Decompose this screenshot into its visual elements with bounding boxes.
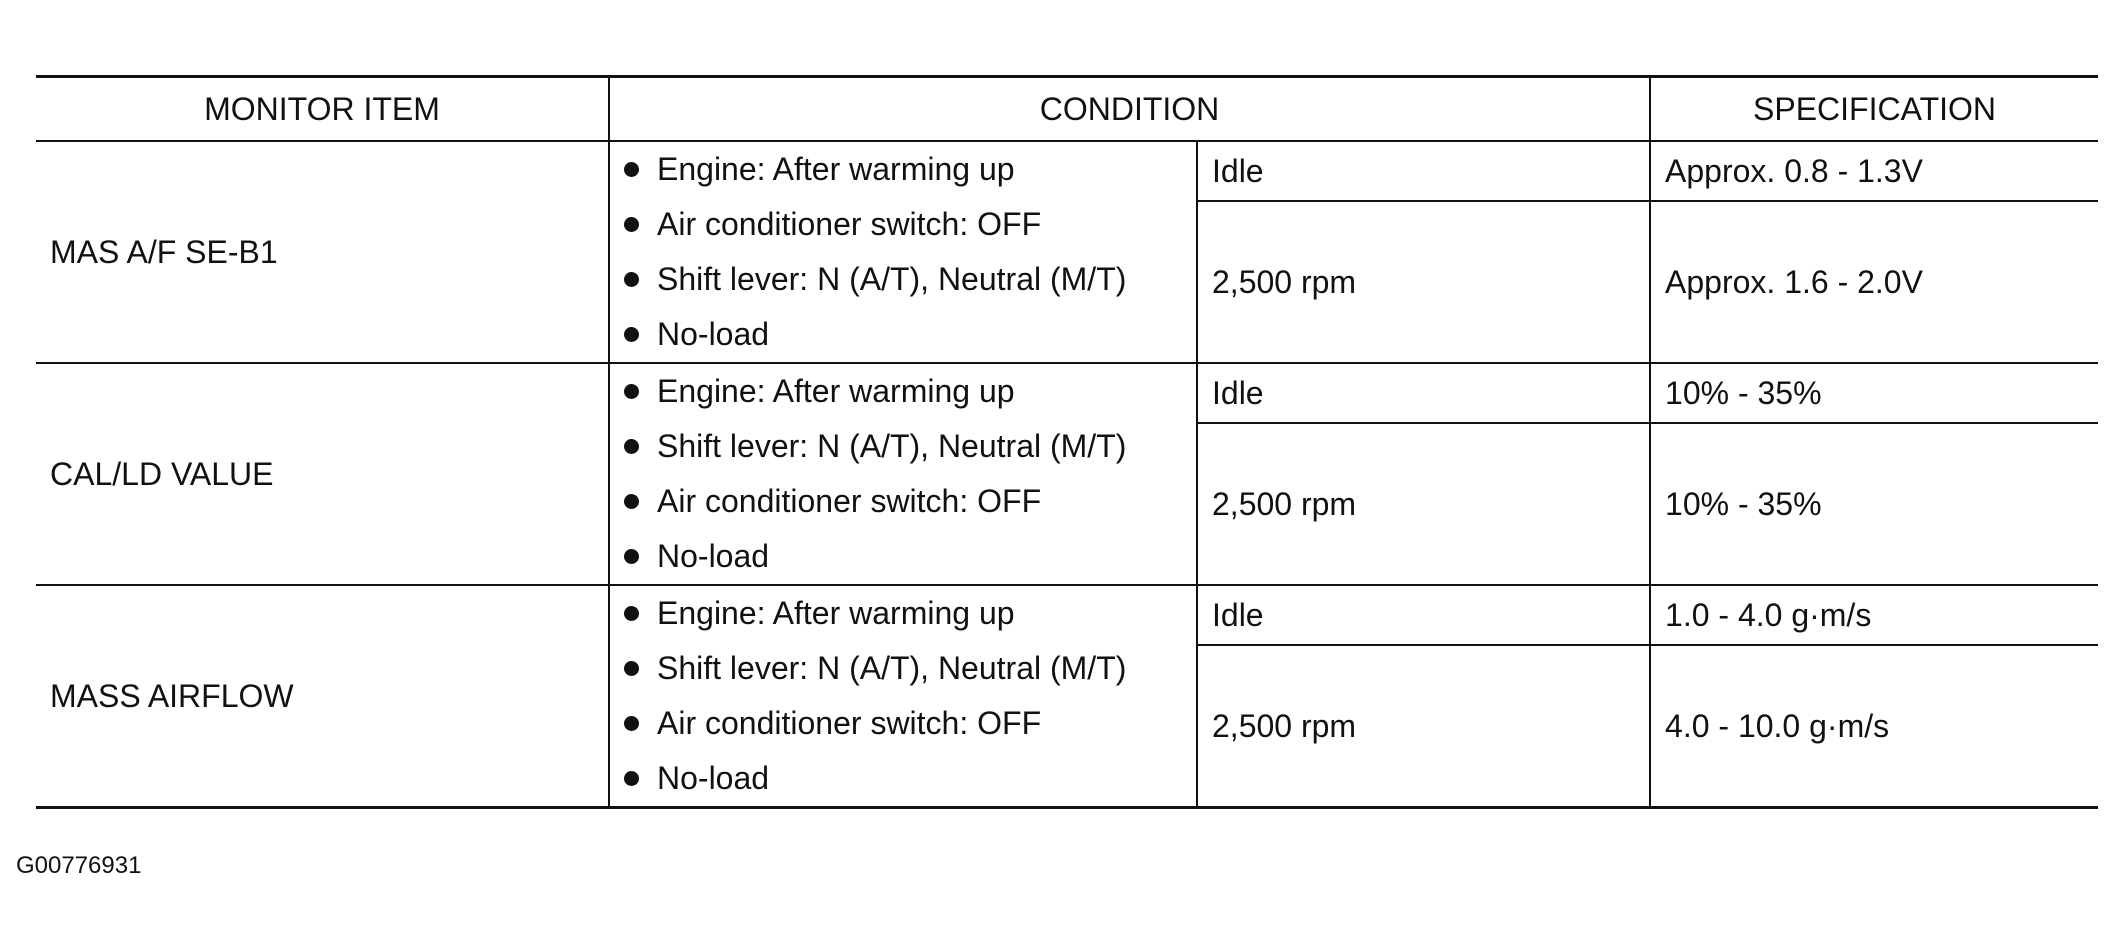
condition-list [624,364,1196,584]
list-item: Shift lever: N (A/T), Neutral (M/T) [624,641,1196,696]
list-item: No-load [624,529,1196,584]
list-item: No-load [624,307,1196,362]
table-header-row [36,77,2098,142]
bullet-icon [624,217,639,232]
list-item: Engine: After warming up [624,364,1196,419]
header-monitor-item: MONITOR ITEM [36,77,609,142]
specification-cell: 1.0 - 4.0 g·m/s [1650,585,2098,645]
table-row [36,141,2098,201]
engine-state-cell: 2,500 rpm [1197,201,1650,363]
bullet-icon [624,272,639,287]
bullet-icon [624,549,639,564]
bullet-icon [624,327,639,342]
condition-cell [609,363,1197,585]
monitor-item-cell: CAL/LD VALUE [36,363,609,585]
list-item: Engine: After warming up [624,586,1196,641]
bullet-icon [624,661,639,676]
list-item: Engine: After warming up [624,142,1196,197]
table-row [36,585,2098,645]
figure-id: G00776931 [16,852,142,879]
list-item: No-load [624,751,1196,806]
header-specification: SPECIFICATION [1650,77,2098,142]
header-condition: CONDITION [609,77,1650,142]
list-item: Shift lever: N (A/T), Neutral (M/T) [624,419,1196,474]
monitor-item-cell: MASS AIRFLOW [36,585,609,808]
engine-state-cell: Idle [1197,363,1650,423]
bullet-icon [624,439,639,454]
engine-state-cell: Idle [1197,585,1650,645]
specification-cell: 10% - 35% [1650,363,2098,423]
condition-list [624,586,1196,806]
specification-cell: Approx. 1.6 - 2.0V [1650,201,2098,363]
engine-state-cell: Idle [1197,141,1650,201]
condition-cell [609,585,1197,808]
bullet-icon [624,384,639,399]
engine-state-cell: 2,500 rpm [1197,423,1650,585]
condition-list [624,142,1196,362]
monitor-spec-table [36,75,2098,809]
monitor-item-cell: MAS A/F SE-B1 [50,233,278,270]
bullet-icon [624,162,639,177]
bullet-icon [624,771,639,786]
condition-cell [609,141,1197,363]
list-item: Air conditioner switch: OFF [624,474,1196,529]
bullet-icon [624,716,639,731]
bullet-icon [624,494,639,509]
specification-cell: 10% - 35% [1650,423,2098,585]
engine-state-cell: 2,500 rpm [1197,645,1650,807]
list-item: Shift lever: N (A/T), Neutral (M/T) [624,252,1196,307]
list-item: Air conditioner switch: OFF [624,696,1196,751]
bullet-icon [624,606,639,621]
specification-cell: 4.0 - 10.0 g·m/s [1650,645,2098,807]
specification-cell: Approx. 0.8 - 1.3V [1650,141,2098,201]
table-row [36,363,2098,423]
list-item: Air conditioner switch: OFF [624,197,1196,252]
